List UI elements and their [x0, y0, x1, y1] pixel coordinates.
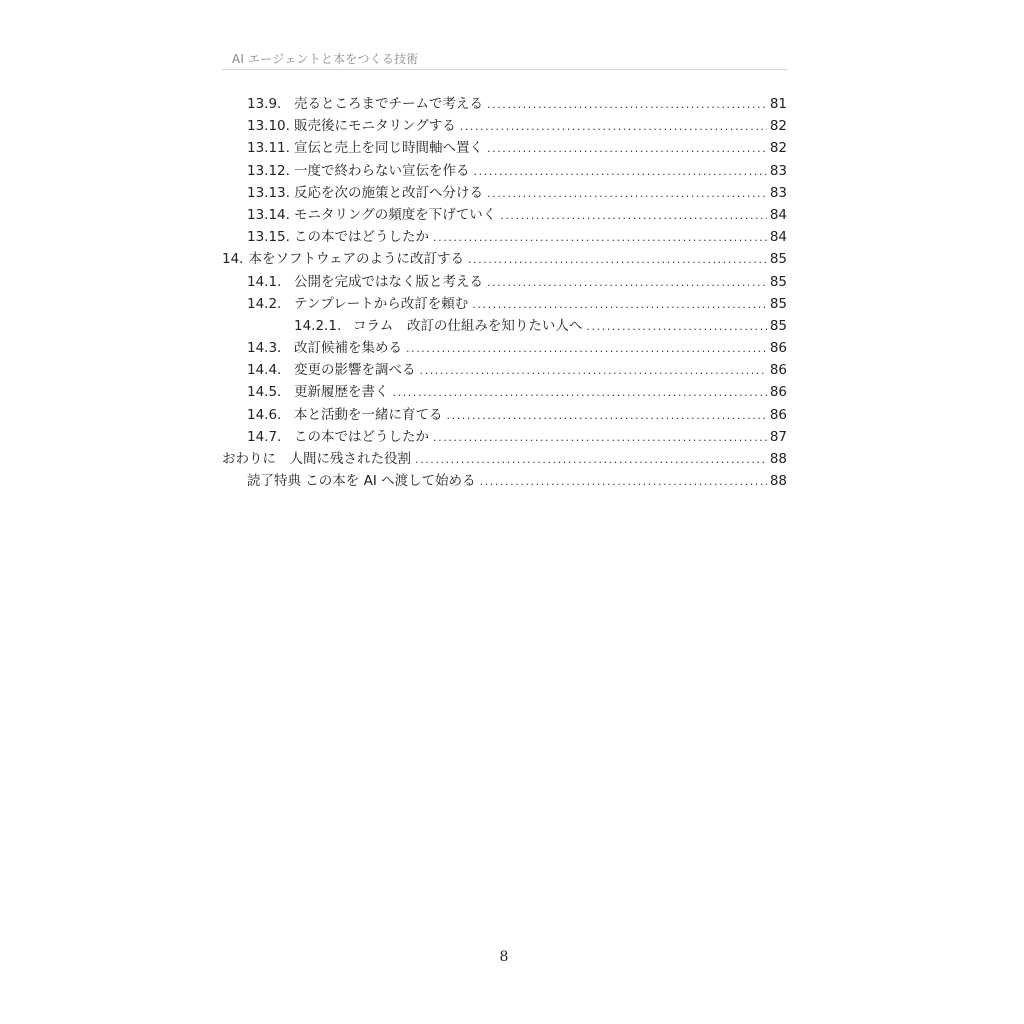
toc-entry-title: 反応を次の施策と改訂へ分ける — [294, 184, 483, 201]
toc-entry-number: 13.14. — [247, 206, 290, 223]
toc-entry[interactable] — [222, 204, 787, 226]
toc-entry-title: コラム 改訂の仕組みを知りたい人へ — [353, 317, 583, 334]
toc-entry-title: 販売後にモニタリングする — [294, 118, 456, 135]
toc-entry[interactable] — [222, 160, 787, 182]
toc-entry-number: 13.10. — [247, 118, 290, 135]
toc-entry-page: 85 — [769, 251, 787, 268]
toc-entry-page: 86 — [769, 384, 787, 401]
toc-entry-number: 13.12. — [247, 162, 290, 179]
toc-entry-number: 14.2. — [247, 295, 282, 312]
toc-bonus-entry[interactable] — [222, 470, 787, 492]
toc-dot-leader — [460, 116, 767, 138]
toc-entry-number: 14.3. — [247, 340, 282, 357]
toc-entry-title: おわりに 人間に残された役割 — [222, 451, 411, 467]
toc-entry-title: この本ではどうしたか — [294, 428, 429, 445]
toc-entry-number: 13.13. — [247, 184, 290, 201]
toc-entry[interactable] — [222, 115, 787, 137]
running-header: AI エージェントと本をつくる技術 — [232, 52, 419, 66]
toc-entry-title: 売るところまでチームで考える — [294, 96, 483, 112]
toc-dot-leader — [472, 294, 767, 316]
toc-entry-title: 読了特典 この本を AI へ渡して始める — [247, 473, 476, 490]
toc-dot-leader — [406, 338, 767, 360]
page-number: 8 — [499, 949, 509, 965]
toc-subsection-entry[interactable] — [222, 315, 787, 337]
toc-dot-leader — [500, 205, 767, 227]
toc-entry-title: 変更の影響を調べる — [294, 362, 416, 379]
toc-dot-leader — [468, 249, 767, 271]
toc-entry-page: 85 — [769, 273, 787, 290]
toc-entry-title: 一度で終わらない宣伝を作る — [294, 162, 470, 179]
toc-entry-number: 13.11. — [247, 140, 290, 157]
toc-entry-title: 改訂候補を集める — [294, 340, 402, 357]
toc-dot-leader — [393, 382, 767, 404]
toc-entry-title: 本をソフトウェアのように改訂する — [248, 251, 464, 268]
toc-entry-number: 13.9. — [247, 96, 282, 112]
toc-entry[interactable] — [222, 137, 787, 159]
toc-dot-leader — [480, 471, 767, 493]
toc-dot-leader — [433, 227, 767, 249]
toc-entry-page: 83 — [769, 162, 787, 179]
toc-entry-number: 14. — [222, 251, 244, 268]
toc-entry-page: 82 — [769, 118, 787, 135]
toc-entry-title: 宣伝と売上を同じ時間軸へ置く — [294, 140, 483, 157]
toc-entry-page: 88 — [769, 451, 787, 467]
toc-entry-number: 14.4. — [247, 362, 282, 379]
toc-entry[interactable] — [222, 226, 787, 248]
toc-entry[interactable] — [222, 381, 787, 403]
toc-dot-leader — [586, 316, 766, 338]
toc-entry[interactable] — [222, 404, 787, 426]
toc-entry-page: 86 — [769, 340, 787, 357]
toc-entry[interactable] — [222, 359, 787, 381]
toc-entry-title: モニタリングの頻度を下げていく — [294, 206, 497, 223]
toc-entry[interactable] — [222, 271, 787, 293]
toc-entry-number: 14.2.1. — [294, 317, 342, 334]
toc-entry[interactable] — [222, 93, 787, 115]
toc-afterword-entry[interactable] — [222, 448, 787, 470]
toc-entry-page: 87 — [769, 428, 787, 445]
toc-chapter-entry[interactable] — [222, 248, 787, 270]
toc-entry-title: 公開を完成ではなく版と考える — [294, 273, 483, 290]
toc-entry-page: 85 — [769, 295, 787, 312]
toc-entry-title: 更新履歴を書く — [294, 384, 389, 401]
toc-dot-leader — [415, 449, 767, 471]
toc-entry-page: 86 — [769, 362, 787, 379]
toc-entry-page: 81 — [769, 96, 787, 112]
toc-entry-number: 13.15. — [247, 229, 290, 246]
toc-entry[interactable] — [222, 426, 787, 448]
toc-entry-title: 本と活動を一緒に育てる — [294, 406, 443, 423]
toc-entry-page: 83 — [769, 184, 787, 201]
toc-entry-number: 14.1. — [247, 273, 282, 290]
toc-entry-page: 82 — [769, 140, 787, 157]
toc-entry[interactable] — [222, 182, 787, 204]
toc-entry-page: 84 — [769, 206, 787, 223]
toc-dot-leader — [433, 427, 767, 449]
toc-dot-leader — [420, 360, 767, 382]
table-of-contents — [222, 93, 787, 492]
toc-dot-leader — [474, 161, 767, 183]
toc-dot-leader — [447, 405, 767, 427]
toc-entry-title: テンプレートから改訂を頼む — [294, 295, 469, 312]
header-divider — [222, 69, 787, 70]
toc-entry[interactable] — [222, 337, 787, 359]
toc-entry-number: 14.6. — [247, 406, 282, 423]
toc-entry-number: 14.7. — [247, 428, 282, 445]
toc-dot-leader — [487, 138, 767, 160]
toc-entry-page: 86 — [769, 406, 787, 423]
toc-entry-page: 85 — [769, 317, 787, 334]
toc-entry-number: 14.5. — [247, 384, 282, 401]
toc-entry-title: この本ではどうしたか — [294, 229, 429, 246]
toc-dot-leader — [487, 183, 767, 205]
toc-dot-leader — [487, 94, 767, 116]
toc-dot-leader — [487, 272, 767, 294]
toc-entry-page: 84 — [769, 229, 787, 246]
toc-entry[interactable] — [222, 293, 787, 315]
toc-entry-page: 88 — [769, 473, 787, 490]
